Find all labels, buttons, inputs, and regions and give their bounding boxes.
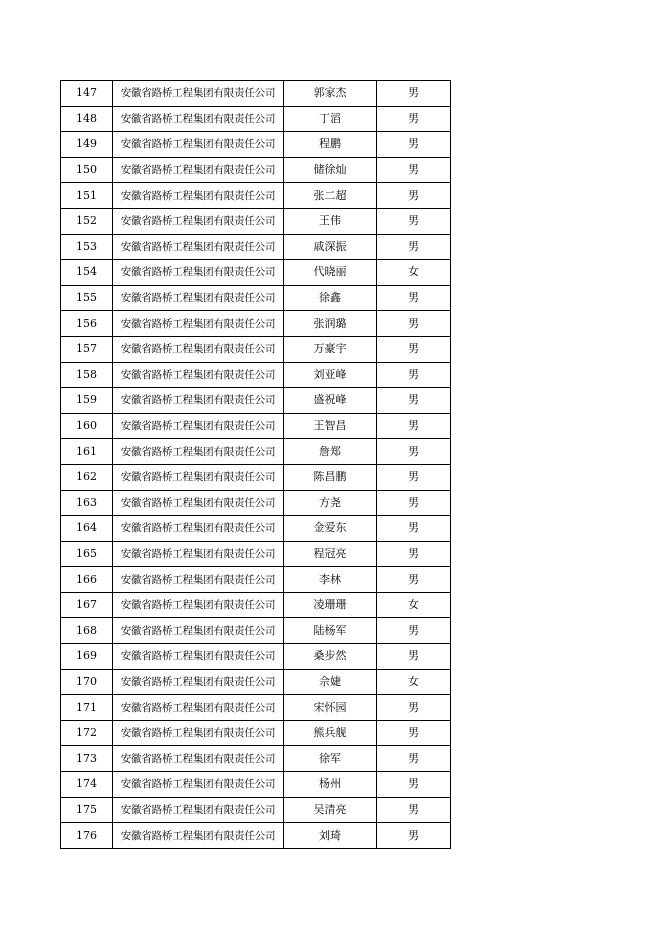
table-row — [61, 464, 451, 490]
name-cell: 程冠亮 — [284, 541, 377, 567]
serial-number-cell: 148 — [61, 106, 113, 132]
organization-cell: 安徽省路桥工程集团有限责任公司 — [113, 592, 284, 618]
gender-cell: 男 — [377, 720, 451, 746]
name-cell: 刘亚峰 — [284, 362, 377, 388]
gender-cell: 男 — [377, 567, 451, 593]
gender-cell: 女 — [377, 592, 451, 618]
name-cell: 丁滔 — [284, 106, 377, 132]
organization-cell: 安徽省路桥工程集团有限责任公司 — [113, 336, 284, 362]
organization-cell: 安徽省路桥工程集团有限责任公司 — [113, 644, 284, 670]
gender-cell: 男 — [377, 388, 451, 414]
name-cell: 刘琦 — [284, 823, 377, 849]
serial-number-cell: 173 — [61, 746, 113, 772]
name-cell: 杨州 — [284, 772, 377, 798]
organization-cell: 安徽省路桥工程集团有限责任公司 — [113, 285, 284, 311]
table-row — [61, 336, 451, 362]
serial-number-cell: 153 — [61, 234, 113, 260]
serial-number-cell: 176 — [61, 823, 113, 849]
gender-cell: 男 — [377, 464, 451, 490]
gender-cell: 男 — [377, 132, 451, 158]
serial-number-cell: 175 — [61, 797, 113, 823]
table-row — [61, 797, 451, 823]
serial-number-cell: 156 — [61, 311, 113, 337]
serial-number-cell: 151 — [61, 183, 113, 209]
gender-cell: 女 — [377, 260, 451, 286]
serial-number-cell: 171 — [61, 695, 113, 721]
name-cell: 方尧 — [284, 490, 377, 516]
serial-number-cell: 163 — [61, 490, 113, 516]
name-cell: 王智昌 — [284, 413, 377, 439]
table-row — [61, 772, 451, 798]
name-cell: 张二超 — [284, 183, 377, 209]
organization-cell: 安徽省路桥工程集团有限责任公司 — [113, 490, 284, 516]
table-row — [61, 132, 451, 158]
serial-number-cell: 170 — [61, 669, 113, 695]
organization-cell: 安徽省路桥工程集团有限责任公司 — [113, 823, 284, 849]
organization-cell: 安徽省路桥工程集团有限责任公司 — [113, 618, 284, 644]
table-row — [61, 388, 451, 414]
name-cell: 金爱东 — [284, 516, 377, 542]
serial-number-cell: 174 — [61, 772, 113, 798]
name-cell: 戚深振 — [284, 234, 377, 260]
gender-cell: 男 — [377, 823, 451, 849]
serial-number-cell: 149 — [61, 132, 113, 158]
organization-cell: 安徽省路桥工程集团有限责任公司 — [113, 234, 284, 260]
name-cell: 詹郑 — [284, 439, 377, 465]
serial-number-cell: 157 — [61, 336, 113, 362]
serial-number-cell: 150 — [61, 157, 113, 183]
table-row — [61, 823, 451, 849]
gender-cell: 男 — [377, 516, 451, 542]
table-row — [61, 618, 451, 644]
serial-number-cell: 168 — [61, 618, 113, 644]
gender-cell: 女 — [377, 669, 451, 695]
gender-cell: 男 — [377, 106, 451, 132]
gender-cell: 男 — [377, 644, 451, 670]
gender-cell: 男 — [377, 439, 451, 465]
name-cell: 王伟 — [284, 208, 377, 234]
gender-cell: 男 — [377, 772, 451, 798]
organization-cell: 安徽省路桥工程集团有限责任公司 — [113, 516, 284, 542]
table-row — [61, 644, 451, 670]
table-row — [61, 695, 451, 721]
table-row — [61, 362, 451, 388]
serial-number-cell: 165 — [61, 541, 113, 567]
name-cell: 吴清亮 — [284, 797, 377, 823]
serial-number-cell: 161 — [61, 439, 113, 465]
table-row — [61, 234, 451, 260]
organization-cell: 安徽省路桥工程集团有限责任公司 — [113, 541, 284, 567]
serial-number-cell: 167 — [61, 592, 113, 618]
name-cell: 陆杨军 — [284, 618, 377, 644]
table-row — [61, 413, 451, 439]
gender-cell: 男 — [377, 362, 451, 388]
table-row — [61, 439, 451, 465]
table-row — [61, 157, 451, 183]
gender-cell: 男 — [377, 797, 451, 823]
serial-number-cell: 147 — [61, 81, 113, 107]
organization-cell: 安徽省路桥工程集团有限责任公司 — [113, 797, 284, 823]
organization-cell: 安徽省路桥工程集团有限责任公司 — [113, 567, 284, 593]
gender-cell: 男 — [377, 413, 451, 439]
organization-cell: 安徽省路桥工程集团有限责任公司 — [113, 362, 284, 388]
table-body — [61, 81, 451, 849]
name-cell: 储徐灿 — [284, 157, 377, 183]
table-row — [61, 541, 451, 567]
serial-number-cell: 154 — [61, 260, 113, 286]
organization-cell: 安徽省路桥工程集团有限责任公司 — [113, 81, 284, 107]
table-row — [61, 516, 451, 542]
gender-cell: 男 — [377, 311, 451, 337]
serial-number-cell: 172 — [61, 720, 113, 746]
organization-cell: 安徽省路桥工程集团有限责任公司 — [113, 183, 284, 209]
table-row — [61, 490, 451, 516]
serial-number-cell: 160 — [61, 413, 113, 439]
serial-number-cell: 155 — [61, 285, 113, 311]
personnel-table — [60, 80, 451, 849]
serial-number-cell: 159 — [61, 388, 113, 414]
name-cell: 徐军 — [284, 746, 377, 772]
name-cell: 桑步然 — [284, 644, 377, 670]
organization-cell: 安徽省路桥工程集团有限责任公司 — [113, 746, 284, 772]
table-row — [61, 567, 451, 593]
table-row — [61, 669, 451, 695]
table-row — [61, 208, 451, 234]
organization-cell: 安徽省路桥工程集团有限责任公司 — [113, 772, 284, 798]
name-cell: 李林 — [284, 567, 377, 593]
gender-cell: 男 — [377, 618, 451, 644]
serial-number-cell: 166 — [61, 567, 113, 593]
organization-cell: 安徽省路桥工程集团有限责任公司 — [113, 669, 284, 695]
name-cell: 熊兵舰 — [284, 720, 377, 746]
name-cell: 佘婕 — [284, 669, 377, 695]
gender-cell: 男 — [377, 183, 451, 209]
name-cell: 陈昌鹏 — [284, 464, 377, 490]
organization-cell: 安徽省路桥工程集团有限责任公司 — [113, 388, 284, 414]
organization-cell: 安徽省路桥工程集团有限责任公司 — [113, 695, 284, 721]
table-row — [61, 81, 451, 107]
organization-cell: 安徽省路桥工程集团有限责任公司 — [113, 439, 284, 465]
organization-cell: 安徽省路桥工程集团有限责任公司 — [113, 208, 284, 234]
table-row — [61, 285, 451, 311]
organization-cell: 安徽省路桥工程集团有限责任公司 — [113, 413, 284, 439]
name-cell: 凌珊珊 — [284, 592, 377, 618]
table-row — [61, 746, 451, 772]
organization-cell: 安徽省路桥工程集团有限责任公司 — [113, 720, 284, 746]
gender-cell: 男 — [377, 285, 451, 311]
serial-number-cell: 158 — [61, 362, 113, 388]
gender-cell: 男 — [377, 336, 451, 362]
organization-cell: 安徽省路桥工程集团有限责任公司 — [113, 260, 284, 286]
name-cell: 盛祝峰 — [284, 388, 377, 414]
name-cell: 徐鑫 — [284, 285, 377, 311]
serial-number-cell: 164 — [61, 516, 113, 542]
table-row — [61, 592, 451, 618]
serial-number-cell: 152 — [61, 208, 113, 234]
serial-number-cell: 169 — [61, 644, 113, 670]
gender-cell: 男 — [377, 541, 451, 567]
name-cell: 程鹏 — [284, 132, 377, 158]
name-cell: 宋怀园 — [284, 695, 377, 721]
table-row — [61, 106, 451, 132]
serial-number-cell: 162 — [61, 464, 113, 490]
table-row — [61, 311, 451, 337]
gender-cell: 男 — [377, 234, 451, 260]
name-cell: 代晓丽 — [284, 260, 377, 286]
gender-cell: 男 — [377, 695, 451, 721]
name-cell: 张润璐 — [284, 311, 377, 337]
organization-cell: 安徽省路桥工程集团有限责任公司 — [113, 311, 284, 337]
gender-cell: 男 — [377, 490, 451, 516]
table-row — [61, 260, 451, 286]
organization-cell: 安徽省路桥工程集团有限责任公司 — [113, 464, 284, 490]
organization-cell: 安徽省路桥工程集团有限责任公司 — [113, 132, 284, 158]
gender-cell: 男 — [377, 81, 451, 107]
gender-cell: 男 — [377, 157, 451, 183]
table-row — [61, 183, 451, 209]
name-cell: 万豪宇 — [284, 336, 377, 362]
name-cell: 郭家杰 — [284, 81, 377, 107]
gender-cell: 男 — [377, 208, 451, 234]
table-row — [61, 720, 451, 746]
gender-cell: 男 — [377, 746, 451, 772]
organization-cell: 安徽省路桥工程集团有限责任公司 — [113, 157, 284, 183]
organization-cell: 安徽省路桥工程集团有限责任公司 — [113, 106, 284, 132]
